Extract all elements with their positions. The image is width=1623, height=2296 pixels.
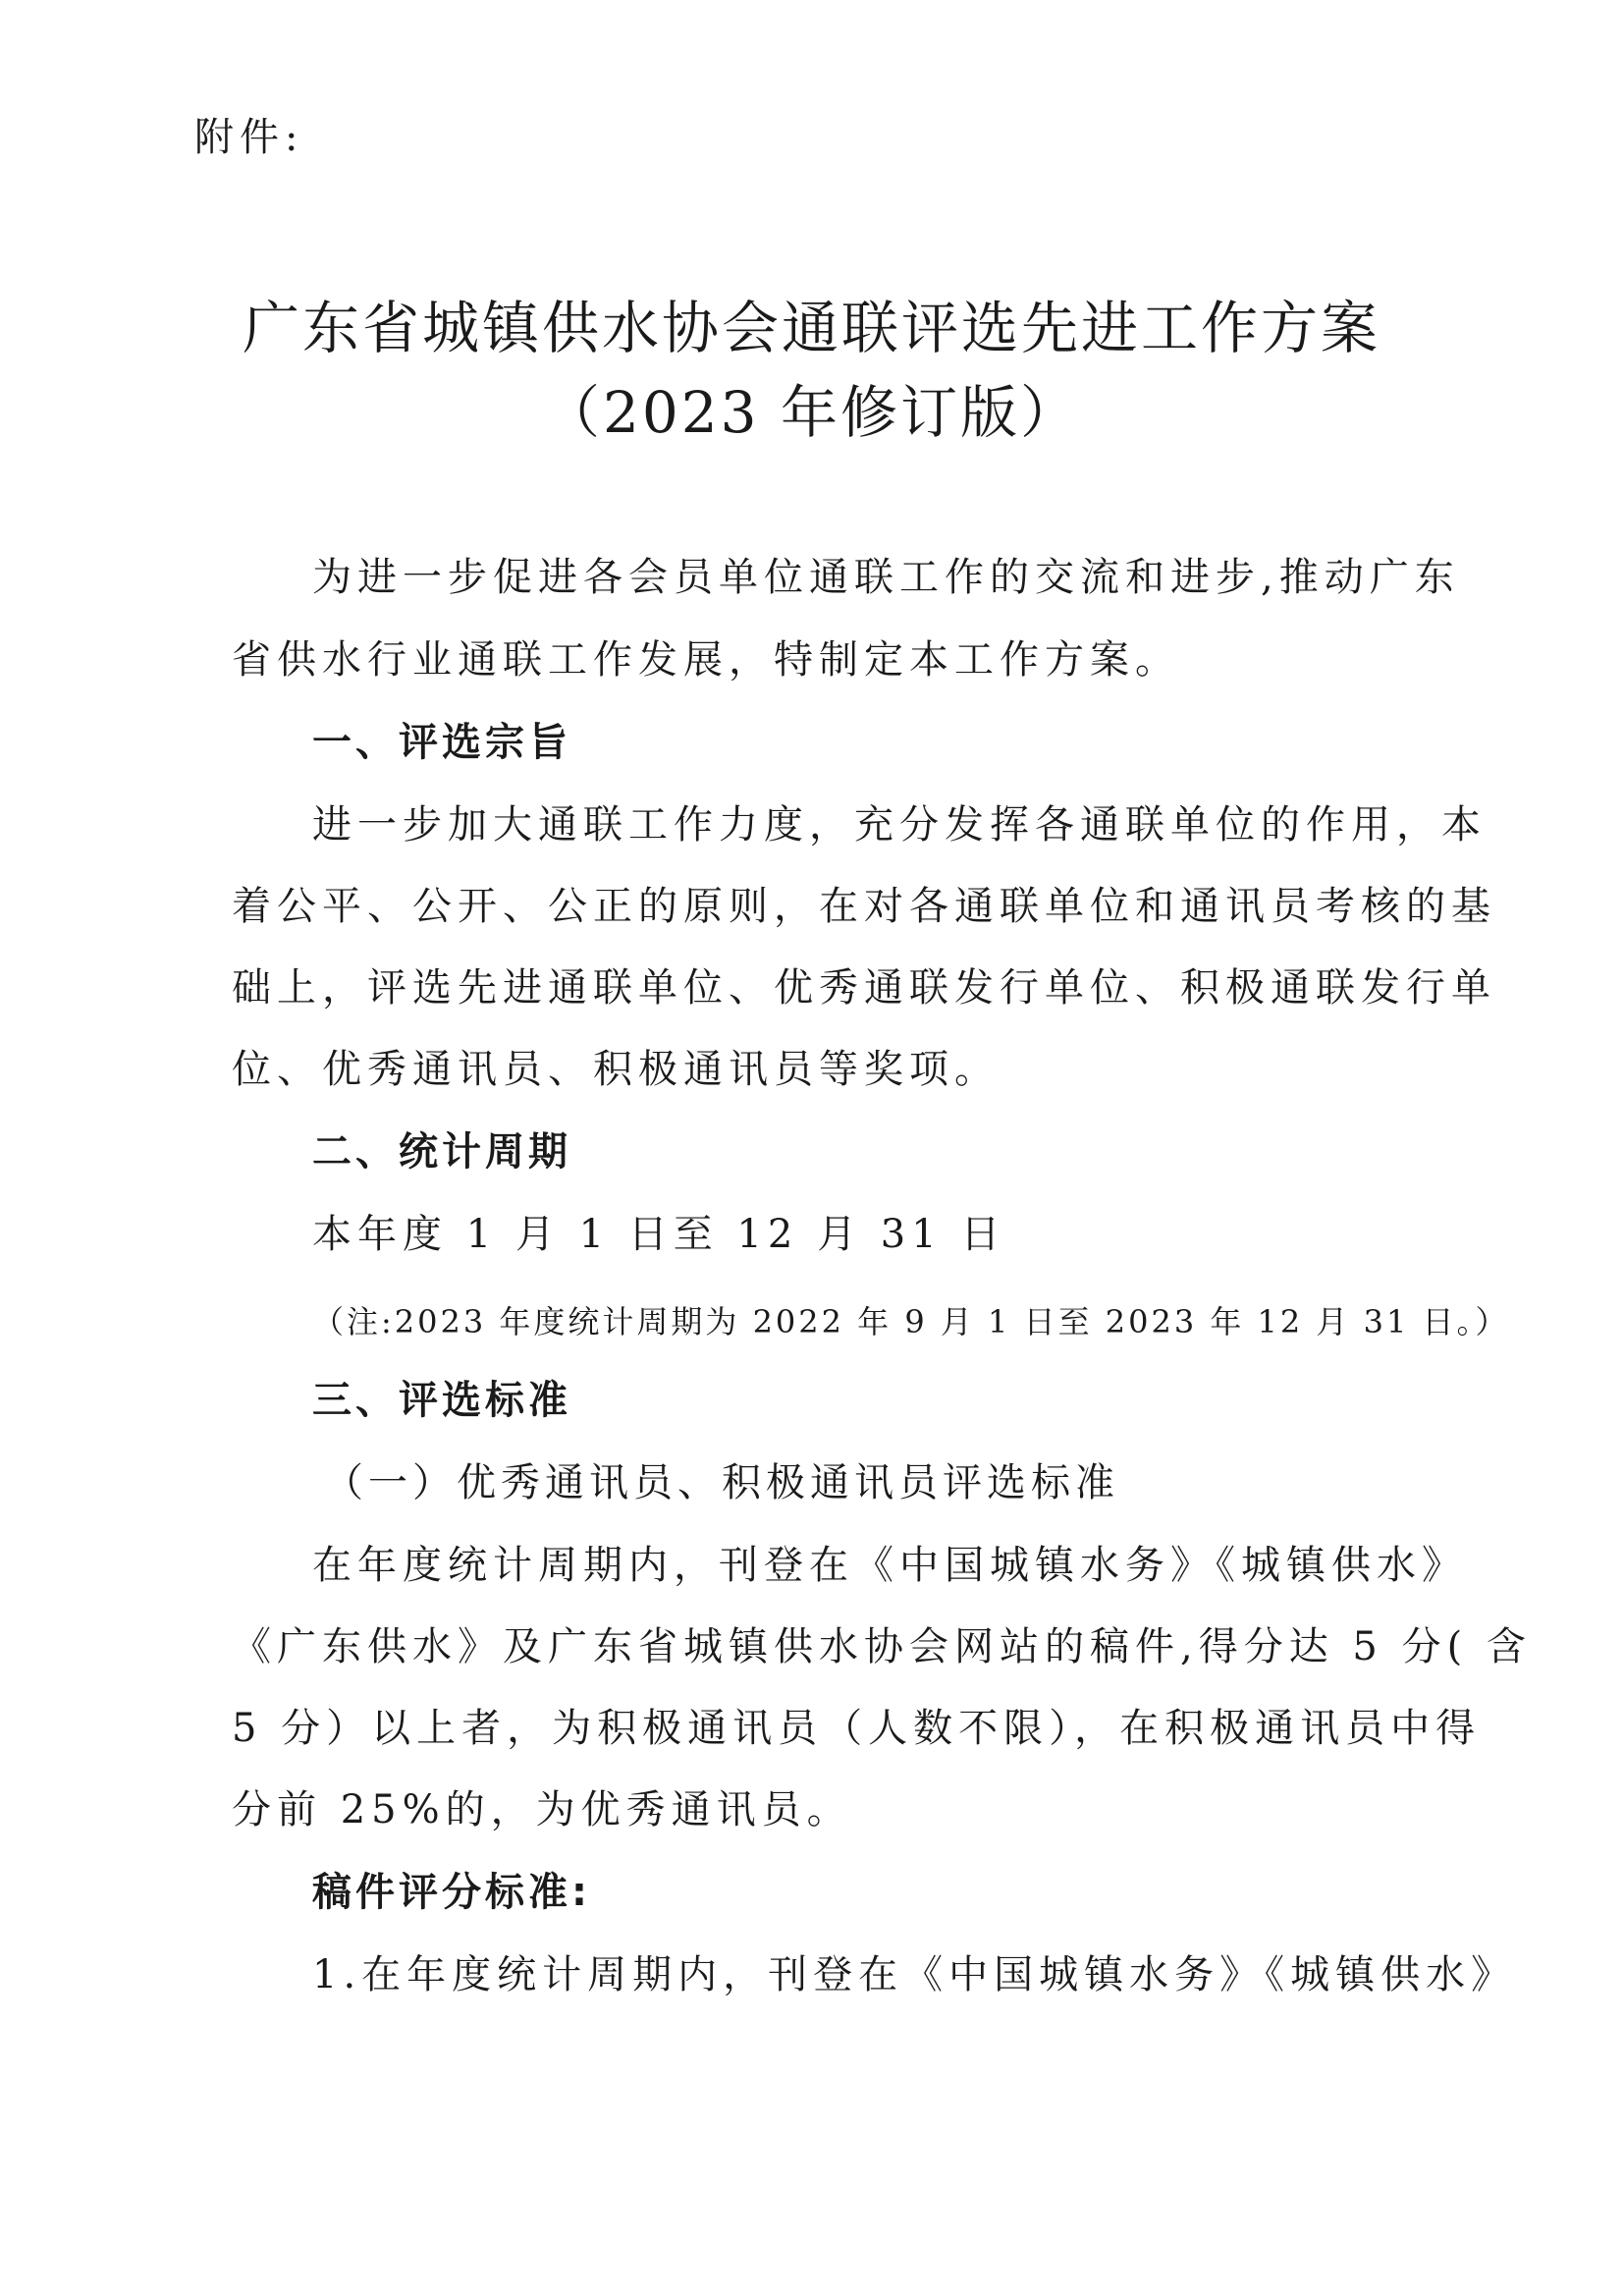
scoring-heading: 稿件评分标准: xyxy=(312,1870,591,1915)
section-heading-criteria: 三、评选标准 xyxy=(312,1378,571,1423)
purpose-line-2: 着公平、公开、公正的原则，在对各通联单位和通讯员考核的基 xyxy=(232,884,1496,929)
scoring-item-1: 1.在年度统计周期内，刊登在《中国城镇水务》《城镇供水》 xyxy=(312,1952,1517,1997)
purpose-line-1: 进一步加大通联工作力度，充分发挥各通联单位的作用，本 xyxy=(312,802,1487,847)
period-text: 本年度 1 月 1 日至 12 月 31 日 xyxy=(312,1212,1006,1257)
section-heading-period: 二、统计周期 xyxy=(312,1129,571,1175)
criteria-line-2: 《广东供水》及广东省城镇供水协会网站的稿件,得分达 5 分( 含 xyxy=(232,1624,1532,1669)
criteria-line-1: 在年度统计周期内，刊登在《中国城镇水务》《城镇供水》 xyxy=(312,1543,1467,1588)
section-heading-purpose: 一、评选宗旨 xyxy=(312,720,571,765)
criteria-subheading: （一）优秀通讯员、积极通讯员评选标准 xyxy=(324,1460,1119,1505)
intro-line-2: 省供水行业通联工作发展，特制定本工作方案。 xyxy=(232,637,1180,683)
purpose-line-3: 础上，评选先进通联单位、优秀通联发行单位、积极通联发行单 xyxy=(232,965,1496,1011)
criteria-line-3: 5 分）以上者，为积极通讯员（人数不限），在积极通讯员中得 xyxy=(232,1706,1482,1751)
period-note: （注:2023 年度统计周期为 2022 年 9 月 1 日至 2023 年 12 月 31 日。） xyxy=(312,1303,1510,1340)
criteria-line-4: 分前 25%的，为优秀通讯员。 xyxy=(232,1787,852,1832)
document-title: 广东省城镇供水协会通联评选先进工作方案 xyxy=(242,295,1380,361)
intro-line-1: 为进一步促进各会员单位通联工作的交流和进步,推动广东 xyxy=(312,555,1460,600)
purpose-line-4: 位、优秀通讯员、积极通讯员等奖项。 xyxy=(232,1047,1000,1092)
document-subtitle: （2023 年修订版） xyxy=(542,379,1081,446)
attachment-label: 附件: xyxy=(194,115,304,160)
